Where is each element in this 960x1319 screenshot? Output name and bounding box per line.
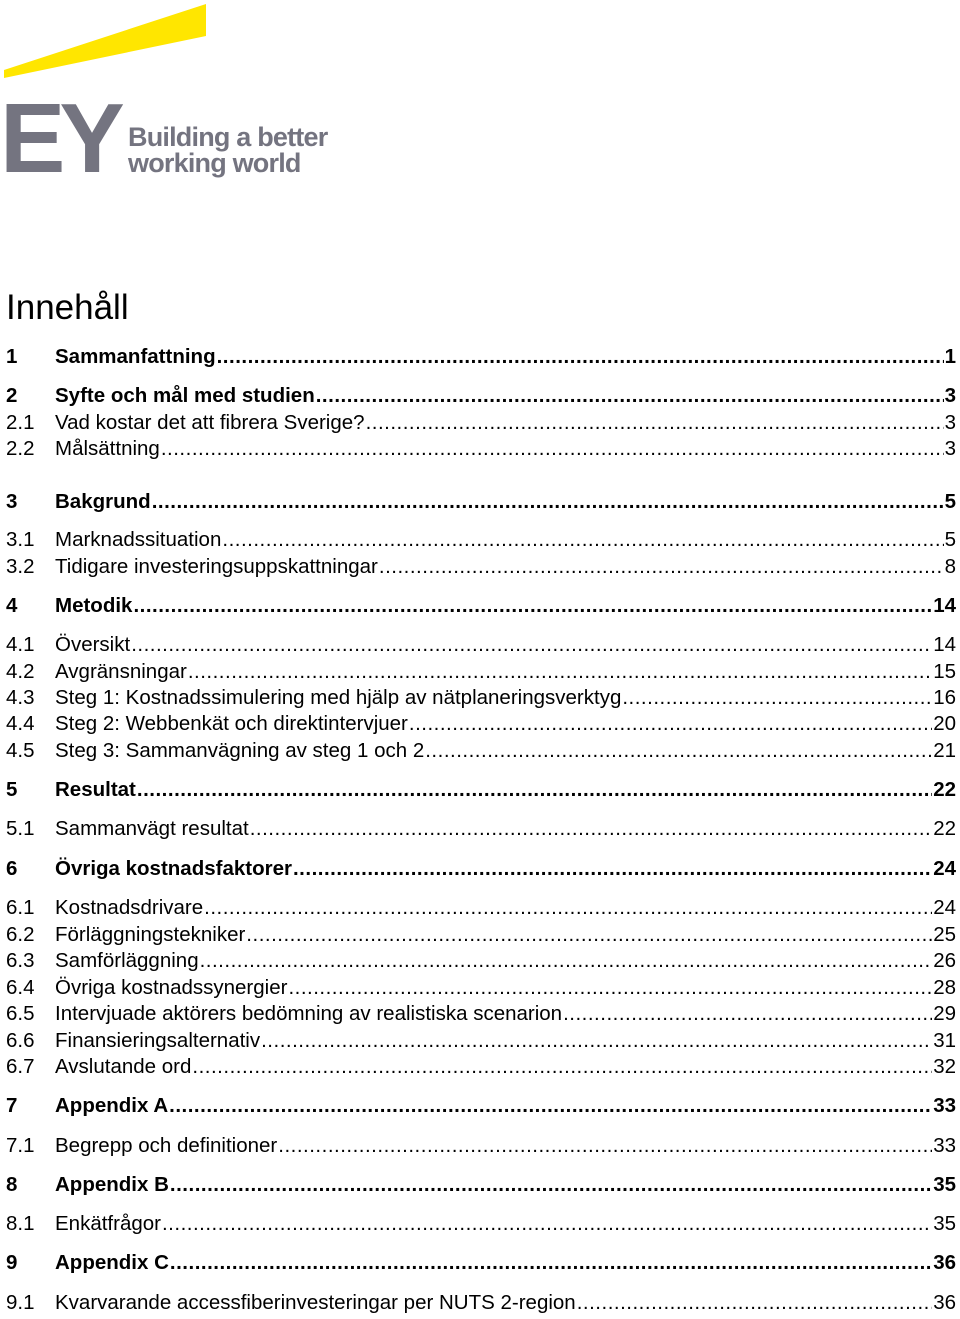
toc-entry[interactable]: [6, 436, 956, 462]
toc-entry-number: 3.1: [6, 528, 35, 551]
toc-entry-number: 2.1: [6, 411, 35, 434]
toc-dot-leader: [217, 344, 944, 370]
toc-dot-leader: [563, 1001, 932, 1027]
toc-entry[interactable]: [6, 527, 956, 553]
logo-beam: [4, 4, 206, 78]
toc-dot-leader: [188, 659, 932, 685]
toc-dot-leader: [169, 1093, 932, 1119]
toc-entry[interactable]: [6, 1133, 956, 1159]
toc-entry-title: Steg 2: Webbenkät och direktintervjuer: [55, 712, 408, 735]
toc-entry-title: Intervjuade aktörers bedömning av realistiska scenarion: [55, 1002, 563, 1025]
toc-entry-number: 9.1: [6, 1291, 35, 1314]
toc-entry-page: 36: [933, 1251, 956, 1274]
toc-entry-title: Appendix A: [55, 1094, 169, 1117]
toc-entry-page: 25: [933, 923, 956, 946]
toc-entry-title: Förläggningstekniker: [55, 923, 246, 946]
toc-entry-page: 35: [933, 1212, 956, 1235]
toc-dot-leader: [379, 554, 944, 580]
toc-entry-page: 3: [944, 384, 956, 407]
toc-entry-number: 3: [6, 490, 18, 513]
toc-dot-leader: [409, 711, 932, 737]
ey-logo-graphic: [0, 0, 340, 185]
toc-entry-title: Begrepp och definitioner: [55, 1134, 278, 1157]
toc-entry-number: 6.2: [6, 923, 35, 946]
toc-entry-number: 6.6: [6, 1029, 35, 1052]
toc-entry[interactable]: [6, 777, 956, 803]
toc-entry-page: 32: [933, 1055, 956, 1078]
toc-entry-title: Kostnadsdrivare: [55, 896, 204, 919]
toc-entry-title: Bakgrund: [55, 490, 151, 513]
toc-entry-page: 22: [933, 817, 956, 840]
toc-dot-leader: [200, 948, 933, 974]
toc-entry-title: Steg 1: Kostnadssimulering med hjälp av nätplaneringsverktyg: [55, 686, 622, 709]
toc-entry[interactable]: [6, 659, 956, 685]
toc-dot-leader: [170, 1172, 932, 1198]
toc-entry-number: 2: [6, 384, 18, 407]
toc-entry-page: 26: [933, 949, 956, 972]
toc-entry-number: 6.5: [6, 1002, 35, 1025]
toc-dot-leader: [246, 922, 932, 948]
toc-entry-title: Vad kostar det att fibrera Sverige?: [55, 411, 365, 434]
toc-dot-leader: [250, 816, 932, 842]
toc-entry[interactable]: [6, 685, 956, 711]
toc-entry-page: 14: [933, 594, 956, 617]
toc-entry[interactable]: [6, 738, 956, 764]
toc-entry-title: Samförläggning: [55, 949, 199, 972]
toc-entry-title: Finansieringsalternativ: [55, 1029, 261, 1052]
toc-entry[interactable]: [6, 1172, 956, 1198]
toc-entry-number: 4.4: [6, 712, 35, 735]
toc-entry[interactable]: [6, 1250, 956, 1276]
toc-entry[interactable]: [6, 1093, 956, 1119]
toc-entry-number: 4: [6, 594, 18, 617]
toc-entry-title: Appendix C: [55, 1251, 169, 1274]
toc-entry-title: Syfte och mål med studien: [55, 384, 315, 407]
ey-logo: [0, 0, 340, 185]
toc-entry[interactable]: [6, 922, 956, 948]
toc-entry-page: 28: [933, 976, 956, 999]
toc-entry-page: 3: [944, 437, 956, 460]
toc-entry-page: 8: [944, 555, 956, 578]
toc-entry[interactable]: [6, 554, 956, 580]
toc-dot-leader: [288, 975, 932, 1001]
toc-entry[interactable]: [6, 383, 956, 409]
toc-entry[interactable]: [6, 410, 956, 436]
toc-entry[interactable]: [6, 895, 956, 921]
toc-entry-number: 4.3: [6, 686, 35, 709]
toc-dot-leader: [577, 1290, 932, 1316]
toc-entry-page: 5: [944, 490, 956, 513]
toc-entry-page: 15: [933, 660, 956, 683]
toc-entry-number: 2.2: [6, 437, 35, 460]
toc-entry-number: 5.1: [6, 817, 35, 840]
toc-entry-page: 33: [933, 1094, 956, 1117]
toc-dot-leader: [131, 632, 932, 658]
toc-entry-page: 35: [933, 1173, 956, 1196]
toc-entry[interactable]: [6, 1290, 956, 1316]
toc-entry-title: Enkätfrågor: [55, 1212, 161, 1235]
toc-entry[interactable]: [6, 1028, 956, 1054]
toc-entry[interactable]: [6, 711, 956, 737]
toc-entry-title: Övriga kostnadsfaktorer: [55, 857, 292, 880]
toc-entry-title: Resultat: [55, 778, 136, 801]
toc-dot-leader: [278, 1133, 932, 1159]
toc-entry-number: 5: [6, 778, 18, 801]
toc-entry-number: 6.1: [6, 896, 35, 919]
toc-entry-number: 7.1: [6, 1134, 35, 1157]
toc-entry[interactable]: [6, 975, 956, 1001]
toc-entry-page: 33: [933, 1134, 956, 1157]
toc-entry-number: 6.3: [6, 949, 35, 972]
toc-entry[interactable]: [6, 1211, 956, 1237]
toc-entry-number: 3.2: [6, 555, 35, 578]
toc-entry-title: Tidigare investeringsuppskattningar: [55, 555, 378, 578]
toc-dot-leader: [293, 856, 932, 882]
toc-dot-leader: [222, 527, 943, 553]
toc-entry-title: Steg 3: Sammanvägning av steg 1 och 2: [55, 739, 425, 762]
toc-entry-title: Marknadssituation: [55, 528, 222, 551]
toc-entry-page: 22: [933, 778, 956, 801]
logo-tagline-2: working world: [128, 148, 301, 178]
toc-entry-page: 31: [933, 1029, 956, 1052]
toc-dot-leader: [425, 738, 932, 764]
toc-entry[interactable]: [6, 1001, 956, 1027]
toc-entry-title: Målsättning: [55, 437, 160, 460]
toc-entry-page: 3: [944, 411, 956, 434]
toc-entry-number: 4.2: [6, 660, 35, 683]
toc-dot-leader: [161, 436, 944, 462]
toc-entry-title: Metodik: [55, 594, 133, 617]
toc-entry-title: Övriga kostnadssynergier: [55, 976, 288, 999]
toc-entry-number: 8: [6, 1173, 18, 1196]
toc-entry-number: 7: [6, 1094, 18, 1117]
toc-entry-number: 1: [6, 345, 18, 368]
toc-title: Innehåll: [6, 288, 129, 327]
toc-entry-page: 16: [933, 686, 956, 709]
toc-entry-title: Sammanvägt resultat: [55, 817, 249, 840]
toc-entry-page: 36: [933, 1291, 956, 1314]
toc-dot-leader: [366, 410, 944, 436]
toc-entry[interactable]: [6, 593, 956, 619]
toc-entry-page: 24: [933, 896, 956, 919]
toc-entry-title: Sammanfattning: [55, 345, 216, 368]
toc-dot-leader: [133, 593, 932, 619]
toc-entry-page: 24: [933, 857, 956, 880]
toc-entry[interactable]: [6, 948, 956, 974]
toc-entry[interactable]: [6, 856, 956, 882]
toc-dot-leader: [152, 489, 944, 515]
toc-entry[interactable]: [6, 816, 956, 842]
toc-dot-leader: [622, 685, 932, 711]
toc-entry-number: 6: [6, 857, 18, 880]
toc-entry-number: 9: [6, 1251, 18, 1274]
toc-dot-leader: [192, 1054, 932, 1080]
toc-entry-number: 6.4: [6, 976, 35, 999]
toc-entry-title: Appendix B: [55, 1173, 169, 1196]
toc-entry-number: 4.5: [6, 739, 35, 762]
toc-entry-title: Översikt: [55, 633, 131, 656]
toc-dot-leader: [316, 383, 944, 409]
toc-entry[interactable]: [6, 344, 956, 370]
toc-entry-page: 29: [933, 1002, 956, 1025]
toc-entry-number: 6.7: [6, 1055, 35, 1078]
toc-dot-leader: [204, 895, 932, 921]
toc-entry-page: 1: [944, 345, 956, 368]
toc-entry[interactable]: [6, 1054, 956, 1080]
toc-entry-title: Kvarvarande accessfiberinvesteringar per NUTS 2-region: [55, 1291, 576, 1314]
toc-entry[interactable]: [6, 489, 956, 515]
toc-entry-title: Avgränsningar: [55, 660, 187, 683]
toc-dot-leader: [137, 777, 932, 803]
toc-entry-title: Avslutande ord: [55, 1055, 192, 1078]
toc-entry-page: 20: [933, 712, 956, 735]
toc-entry-number: 8.1: [6, 1212, 35, 1235]
toc-entry[interactable]: [6, 632, 956, 658]
toc-dot-leader: [261, 1028, 932, 1054]
toc-entry-page: 5: [944, 528, 956, 551]
toc-entry-number: 4.1: [6, 633, 35, 656]
toc-entry-page: 14: [933, 633, 956, 656]
toc-dot-leader: [170, 1250, 932, 1276]
logo-brand: EY: [0, 83, 119, 185]
toc-dot-leader: [162, 1211, 932, 1237]
toc-entry-page: 21: [933, 739, 956, 762]
logo-tagline-1: Building a better: [128, 122, 328, 152]
